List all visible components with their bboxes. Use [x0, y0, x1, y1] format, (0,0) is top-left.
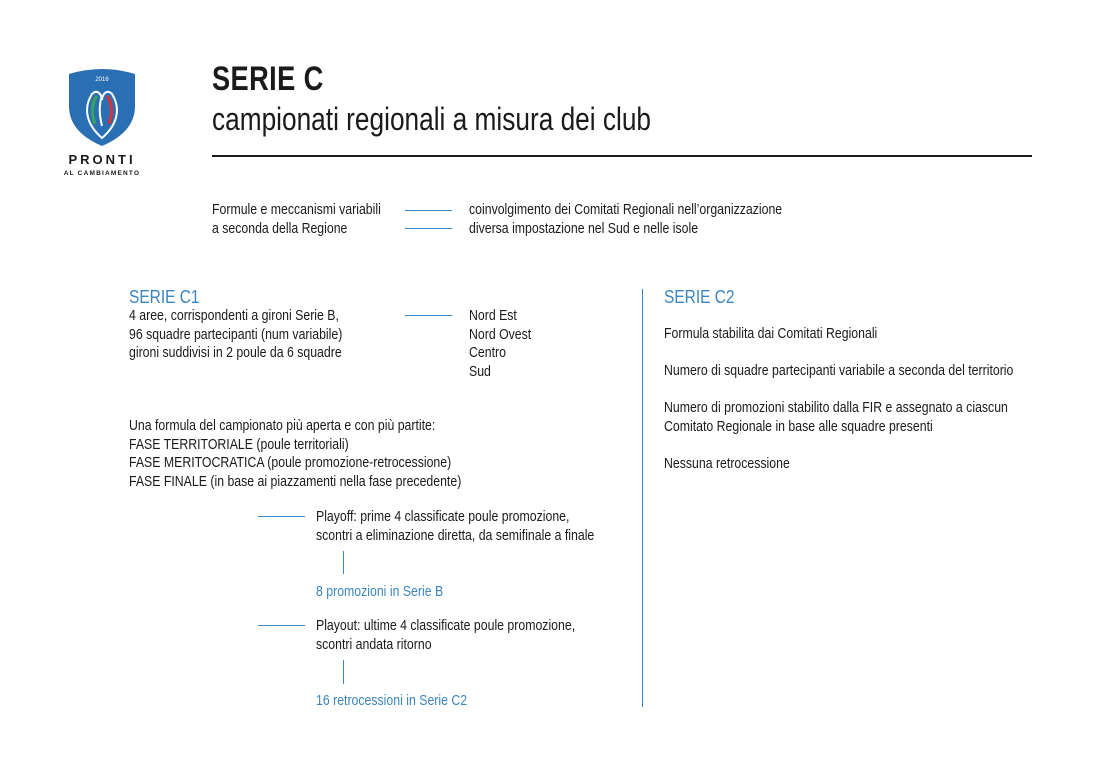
c2-item: [664, 325, 877, 344]
column-divider: [642, 289, 643, 707]
page-subtitle: campionati regionali a misura dei club: [212, 101, 652, 137]
intro-left-line: a seconda della Regione: [212, 219, 348, 237]
c2-item: [664, 455, 790, 474]
c2-item: [664, 362, 1013, 381]
serie-c2-heading: SERIE C2: [664, 287, 735, 307]
c2-item-line: Numero di promozioni stabilito dalla FIR e assegnato a ciascun: [664, 399, 1008, 416]
logo-tagline: AL CAMBIAMENTO: [63, 170, 141, 177]
phase-name: FASE MERITOCRATICA: [129, 454, 264, 471]
connector-line: [405, 315, 452, 316]
page-title: SERIE C: [212, 60, 324, 98]
c1-desc-line: gironi suddivisi in 2 poule da 6 squadre: [129, 344, 342, 361]
intro-right-line: diversa impostazione nel Sud e nelle isole: [469, 219, 699, 237]
area-item: Nord Ovest: [469, 325, 532, 343]
phase-item: [129, 473, 461, 492]
phase-item: [129, 436, 461, 455]
connector-line: [405, 210, 452, 211]
phase-name: FASE TERRITORIALE: [129, 435, 253, 453]
c2-item-line: Formula stabilita dai Comitati Regionali: [664, 325, 878, 342]
intro-left-line: Formule e meccanismi variabili: [212, 201, 381, 218]
playoff-result: 8 promozioni in Serie B: [316, 583, 444, 600]
intro-right: [469, 201, 782, 238]
pronti-logo: [63, 66, 141, 177]
intro-right-line: coinvolgimento dei Comitati Regionali nell’organizzazione: [469, 201, 783, 218]
c1-desc-line: 4 aree, corrispondenti a gironi Serie B,: [129, 307, 339, 324]
playoff-line: scontri a eliminazione diretta, da semifinale a finale: [316, 526, 595, 544]
phase-name: FASE FINALE: [129, 472, 207, 490]
c1-areas-list: [469, 307, 531, 381]
playout-line: scontri andata ritorno: [316, 635, 432, 653]
playoff-line: Playoff: prime 4 classificate poule promozione,: [316, 508, 570, 525]
shield-emblem-icon: [66, 66, 138, 148]
phase-detail: (poule territoriali): [256, 435, 349, 453]
formula-intro: Una formula del campionato più aperta e con più partite:: [129, 417, 436, 434]
c1-desc-line: 96 squadre partecipanti (num variabile): [129, 325, 343, 343]
connector-line: [258, 516, 305, 517]
header-divider: [212, 155, 1032, 157]
c1-formula: [129, 417, 461, 491]
connector-line: [343, 660, 344, 684]
playout-line: Playout: ultime 4 classificate poule promozione,: [316, 617, 576, 634]
phase-detail: (poule promozione-retrocessione): [267, 454, 452, 471]
c2-item: [664, 399, 1008, 436]
connector-line: [405, 228, 452, 229]
phase-detail: (in base ai piazzamenti nella fase precedente): [210, 472, 462, 490]
playout-result: 16 retrocessioni in Serie C2: [316, 692, 468, 709]
intro-left: [212, 201, 381, 238]
connector-line: [343, 551, 344, 574]
svg-text:2016: 2016: [95, 77, 109, 83]
playout-text: [316, 617, 575, 654]
playoff-text: [316, 508, 594, 545]
connector-line: [258, 625, 305, 626]
serie-c1-heading: SERIE C1: [129, 287, 200, 307]
c2-item-line: Nessuna retrocessione: [664, 455, 790, 472]
area-item: Nord Est: [469, 307, 517, 324]
phase-item: [129, 454, 461, 473]
logo-wordmark: PRONTI: [68, 152, 136, 167]
c2-item-line: Numero di squadre partecipanti variabile a seconda del territorio: [664, 362, 1014, 379]
serie-c1-description: [129, 307, 342, 363]
area-item: Sud: [469, 362, 491, 380]
area-item: Centro: [469, 344, 506, 361]
c2-item-line: Comitato Regionale in base alle squadre presenti: [664, 417, 933, 435]
